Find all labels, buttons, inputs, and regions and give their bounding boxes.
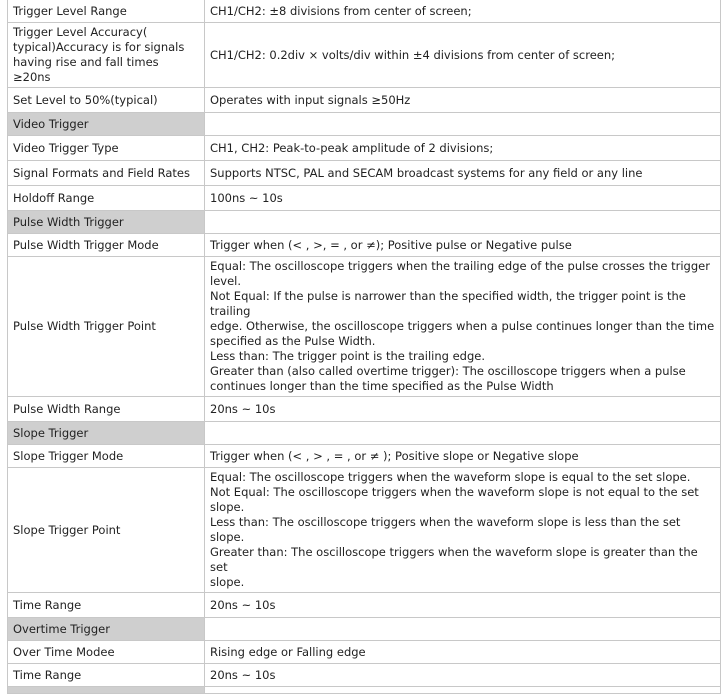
- section-title: Pulse Width Trigger: [8, 211, 205, 234]
- table-row: [8, 0, 721, 23]
- section-header-row: [8, 211, 721, 234]
- table-row: [8, 397, 721, 422]
- section-title: Slope Trigger: [8, 422, 205, 445]
- value-cell: 20ns ~ 10s: [205, 593, 721, 618]
- table-row: [8, 23, 721, 88]
- param-cell: Time Range: [8, 593, 205, 618]
- param-cell: Set Level to 50%(typical): [8, 88, 205, 113]
- table-row: [8, 664, 721, 687]
- param-cell: [8, 687, 205, 694]
- table-row-cut-off: [8, 687, 721, 694]
- table-row: [8, 88, 721, 113]
- value-cell: [205, 618, 721, 641]
- param-cell: Trigger Level Accuracy( typical)Accuracy is for signals having rise and fall times ≥20ns: [8, 23, 205, 88]
- value-cell: Trigger when (< , >, = , or ≠); Positive pulse or Negative pulse: [205, 234, 721, 257]
- value-cell: Supports NTSC, PAL and SECAM broadcast systems for any field or any line: [205, 161, 721, 186]
- value-cell: 20ns ~ 10s: [205, 664, 721, 687]
- value-cell: [205, 422, 721, 445]
- param-cell: Pulse Width Trigger Mode: [8, 234, 205, 257]
- value-cell: [205, 687, 721, 694]
- param-cell: Pulse Width Range: [8, 397, 205, 422]
- value-cell: CH1/CH2: 0.2div × volts/div within ±4 divisions from center of screen;: [205, 23, 721, 88]
- value-cell: [205, 113, 721, 136]
- section-header-row: [8, 422, 721, 445]
- value-cell: Rising edge or Falling edge: [205, 641, 721, 664]
- param-cell: Slope Trigger Mode: [8, 445, 205, 468]
- param-cell: Holdoff Range: [8, 186, 205, 211]
- value-cell: [205, 211, 721, 234]
- value-cell: 20ns ~ 10s: [205, 397, 721, 422]
- value-cell: Operates with input signals ≥50Hz: [205, 88, 721, 113]
- value-cell: 100ns ~ 10s: [205, 186, 721, 211]
- value-cell: Equal: The oscilloscope triggers when the waveform slope is equal to the set slope. Not Equal: The oscilloscope triggers when the waveform slope is not equal to the set slope. Less than: The oscilloscope triggers when the waveform slope is less than the set slope. Greater than: The oscilloscope triggers when the waveform slope is greater than the set slope.: [205, 468, 721, 593]
- value-cell: CH1, CH2: Peak-to-peak amplitude of 2 divisions;: [205, 136, 721, 161]
- section-header-row: [8, 618, 721, 641]
- spec-table: [7, 0, 721, 694]
- param-cell: Time Range: [8, 664, 205, 687]
- table-row: [8, 234, 721, 257]
- param-cell: Trigger Level Range: [8, 0, 205, 23]
- param-cell: Pulse Width Trigger Point: [8, 257, 205, 397]
- param-cell: Slope Trigger Point: [8, 468, 205, 593]
- table-row: [8, 257, 721, 397]
- table-row: [8, 186, 721, 211]
- section-title: Video Trigger: [8, 113, 205, 136]
- section-title: Overtime Trigger: [8, 618, 205, 641]
- table-row: [8, 468, 721, 593]
- value-cell: Trigger when (< , > , = , or ≠ ); Positive slope or Negative slope: [205, 445, 721, 468]
- table-row: [8, 161, 721, 186]
- table-row: [8, 136, 721, 161]
- param-cell: Video Trigger Type: [8, 136, 205, 161]
- section-header-row: [8, 113, 721, 136]
- table-row: [8, 641, 721, 664]
- value-cell: CH1/CH2: ±8 divisions from center of screen;: [205, 0, 721, 23]
- value-cell: Equal: The oscilloscope triggers when the trailing edge of the pulse crosses the trigger level. Not Equal: If the pulse is narrower than the specified width, the trigger point is the trailing edge. Otherwise, the oscilloscope triggers when a pulse continues longer than the time specified as the Pulse Width. Less than: The trigger point is the trailing edge. Greater than (also called overtime trigger): The oscilloscope triggers when a pulse continues longer than the time specified as the Pulse Width: [205, 257, 721, 397]
- table-row: [8, 445, 721, 468]
- param-cell: Over Time Modee: [8, 641, 205, 664]
- table-row: [8, 593, 721, 618]
- param-cell: Signal Formats and Field Rates: [8, 161, 205, 186]
